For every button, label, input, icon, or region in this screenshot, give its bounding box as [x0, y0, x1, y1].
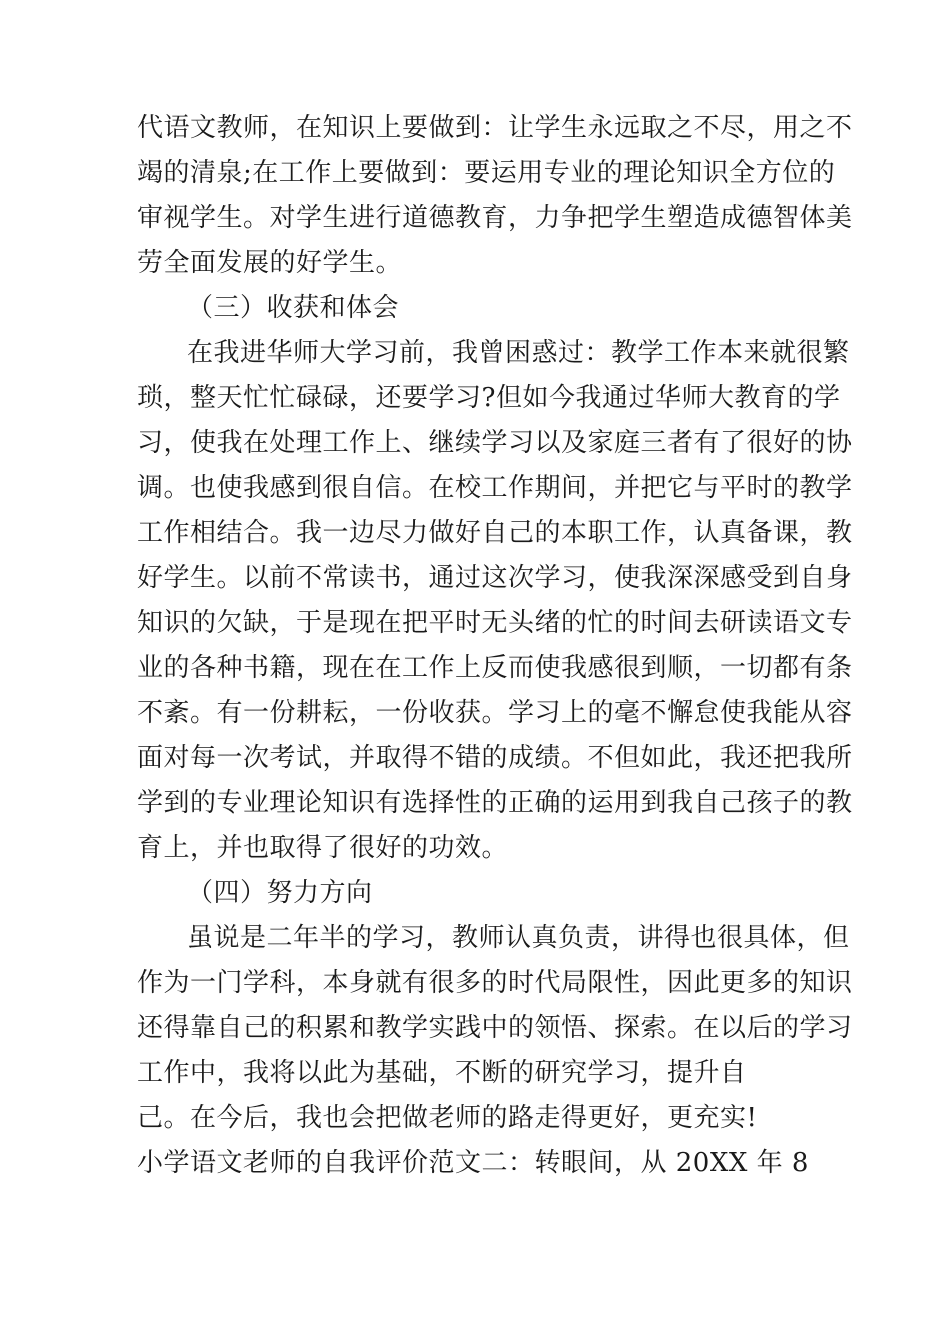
paragraph-line: 琐，整天忙忙碌碌，还要学习?但如今我通过华师大教育的学: [137, 383, 841, 413]
paragraph-line: 在我进华师大学习前，我曾困惑过：教学工作本来就很繁: [187, 338, 850, 368]
paragraph-line: 好学生。以前不常读书，通过这次学习，使我深深感受到自身: [137, 563, 853, 593]
paragraph-line: 学到的专业理论知识有选择性的正确的运用到我自己孩子的教: [137, 788, 853, 818]
paragraph-line: 竭的清泉;在工作上要做到：要运用专业的理论知识全方位的: [137, 158, 836, 188]
paragraph-line: 不紊。有一份耕耘，一份收获。学习上的毫不懈怠使我能从容: [137, 698, 853, 728]
paragraph-line: 调。也使我感到很自信。在校工作期间，并把它与平时的教学: [137, 473, 853, 503]
paragraph-line: 己。在今后，我也会把做老师的路走得更好，更充实!: [137, 1103, 758, 1133]
paragraph-line: 工作中，我将以此为基础，不断的研究学习，提升自: [137, 1058, 747, 1088]
paragraph-line: 作为一门学科，本身就有很多的时代局限性，因此更多的知识: [137, 968, 853, 998]
paragraph-line: 审视学生。对学生进行道德教育，力争把学生塑造成德智体美: [137, 203, 853, 233]
paragraph-line: 业的各种书籍，现在在工作上反而使我感很到顺，一切都有条: [137, 653, 853, 683]
paragraph-line: 育上，并也取得了很好的功效。: [137, 833, 509, 863]
paragraph-line: 知识的欠缺，于是现在把平时无头绪的忙的时间去研读语文专: [137, 608, 853, 638]
section-heading-4: （四）努力方向: [187, 878, 373, 908]
paragraph-line: 工作相结合。我一边尽力做好自己的本职工作，认真备课，教: [137, 518, 853, 548]
paragraph-line: 劳全面发展的好学生。: [137, 248, 403, 278]
paragraph-line: 习，使我在处理工作上、继续学习以及家庭三者有了很好的协: [137, 428, 853, 458]
paragraph-line: 还得靠自己的积累和教学实践中的领悟、探索。在以后的学习: [137, 1013, 853, 1043]
paragraph-line: 代语文教师，在知识上要做到：让学生永远取之不尽，用之不: [137, 113, 853, 143]
section-heading-3: （三）收获和体会: [187, 293, 400, 323]
next-section-title: 小学语文老师的自我评价范文二：转眼间，从 20XX 年 8: [137, 1148, 809, 1178]
paragraph-line: 面对每一次考试，并取得不错的成绩。不但如此，我还把我所: [137, 743, 853, 773]
paragraph-line: 虽说是二年半的学习，教师认真负责，讲得也很具体，但: [187, 923, 850, 953]
